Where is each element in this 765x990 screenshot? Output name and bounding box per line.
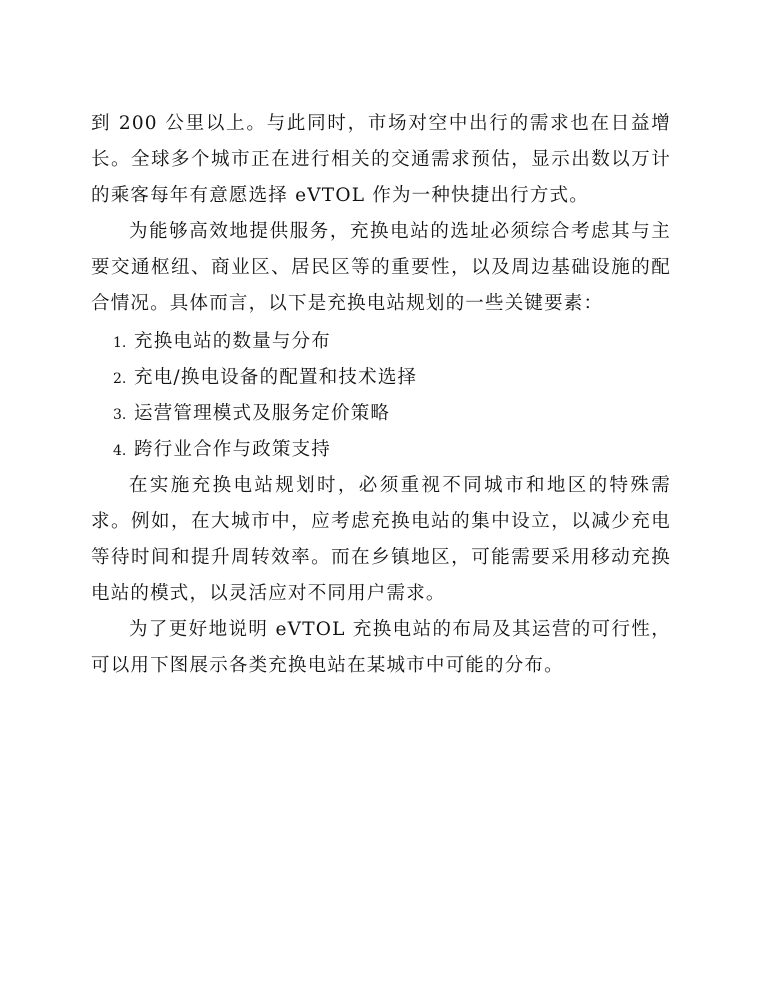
- list-item: [91, 432, 671, 468]
- list-item: [91, 324, 671, 360]
- paragraph-4: 为了更好地说明 eVTOL 充换电站的布局及其运营的可行性，可以用下图展示各类充换电站在某城市中可能的分布。: [91, 619, 671, 676]
- list-item-number: 2.: [113, 371, 127, 387]
- list-item-number: 3.: [113, 407, 127, 423]
- list-item-number: 4.: [113, 443, 127, 459]
- list-item: [91, 360, 671, 396]
- paragraph-1: 到 200 公里以上。与此同时，市场对空中出行的需求也在日益增长。全球多个城市正在进行相关的交通需求预估，显示出数以万计的乘客每年有意愿选择 eVTOL 作为一种快捷出行方式。: [91, 113, 671, 206]
- document-page: [91, 106, 671, 684]
- list-item-text: 充电/换电设备的配置和技术选择: [134, 367, 418, 388]
- key-elements-list: [91, 324, 671, 468]
- list-item-text: 跨行业合作与政策支持: [134, 439, 332, 460]
- list-item-number: 1.: [113, 335, 127, 351]
- paragraph-2: 为能够高效地提供服务，充换电站的选址必须综合考虑其与主要交通枢纽、商业区、居民区等的重要性，以及周边基础设施的配合情况。具体而言，以下是充换电站规划的一些关键要素：: [91, 221, 671, 314]
- list-item: [91, 396, 671, 432]
- list-item-text: 运营管理模式及服务定价策略: [134, 403, 391, 424]
- list-item-text: 充换电站的数量与分布: [134, 331, 332, 352]
- paragraph-3: 在实施充换电站规划时，必须重视不同城市和地区的特殊需求。例如，在大城市中，应考虑充换电站的集中设立，以减少充电等待时间和提升周转效率。而在乡镇地区，可能需要采用移动充换电站的模式，以灵活应对不同用户需求。: [91, 475, 671, 604]
